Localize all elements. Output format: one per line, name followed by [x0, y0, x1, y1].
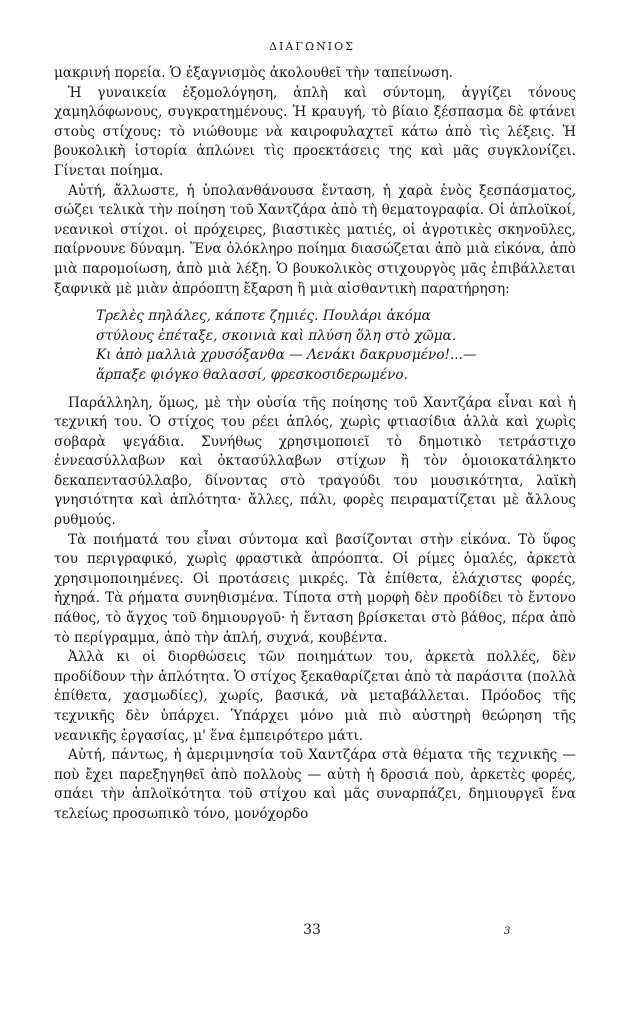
paragraph: Αὐτή, πάντως, ἡ ἀμεριμνησία τοῦ Χαντζάρα στὰ θέματα τῆς τεχνικῆς — ποὺ ἔχει παρεξηγηθεῖ ἀπὸ πολλοὺς — αὐτὴ ἡ δροσιά ποὺ, ἀρκετὲς φορές, σπάει τὴν ἁπλοϊκότητα τοῦ στίχου καὶ μᾶς συναρπάζει, δημιουργεῖ ἕνα τελείως προσωπικὸ τόνο, μονόχορδο: [54, 747, 576, 822]
poem-line: ἅρπαξε φιόγκο θαλασσί, φρεσκοσιδερωμένο.: [96, 366, 408, 383]
paragraph: Τὰ ποιήματά του εἶναι σύντομα καὶ βασίζονται στὴν εἰκόνα. Τὸ ὕφος του περιγραφικό, χωρὶς φραστικὰ ἀπρόοπτα. Οἱ ρίμες ὁμαλές, ἀρκετὰ χρησιμοποιημένες. Οἱ προτάσεις μικρές. Τὰ ἐπίθετα, ἐλάχιστες φορές, ἠχηρά. Τὰ ρήματα συνηθισμένα. Τίποτα στὴ μορφὴ δὲν προδίδει τὸ ἔντονο πάθος, τὸ ἄγχος τοῦ δημιουργοῦ· ἡ ἔνταση βρίσκεται στὸ βάθος, πέρα ἀπὸ τὸ περίγραμμα, ἀπὸ τὴν ἁπλή, συχνά, κουβέντα.: [54, 531, 576, 646]
paragraph-continuation: μακρινή πορεία. Ὁ ἐξαγνισμὸς ἀκολουθεῖ τὴν ταπείνωση.: [54, 65, 453, 81]
poem-line: Τρελὲς πηλάλες, κάποτε ζημιές. Πουλάρι ἀκόμα: [96, 308, 431, 325]
running-title: ΔΙΑΓΩΝΙΟΣ: [269, 40, 355, 53]
poem-quote: [96, 307, 576, 385]
paragraph: Παράλληλη, ὅμως, μὲ τὴν οὐσία τῆς ποίησης τοῦ Χαντζάρα εἶναι καὶ ἡ τεχνική του. Ὁ στίχος του ρέει ἁπλός, χωρὶς φτιασίδια ἀλλὰ καὶ χωρὶς σοβαρὰ ψεγάδια. Συνήθως χρησιμοποιεῖ τὸ δημοτικὸ τετράστιχο ἐννεασύλλαβων καὶ ὀκτασύλλαβων στίχων ἢ τὸν ὁμοιοκατάληκτο δεκαπεντασύλλαβο, δίνοντας στὸ τραγούδι του μουσικότητα, λαϊκὴ γνησιότητα καὶ ἁπλότητα· ἄλλες, πάλι, φορὲς πειραματίζεται μὲ ἄλλους ρυθμούς.: [54, 394, 576, 529]
poem-line: στύλους ἐπέταξε, σκοινιὰ καὶ πλύση ὅλη στὸ χῶμα.: [96, 327, 457, 344]
paragraph: Ἡ γυναικεία ἐξομολόγηση, ἁπλὴ καὶ σύντομη, ἀγγίζει τόνους χαμηλόφωνους, συγκρατημένους. Ἡ κραυγή, τὸ βίαιο ξέσπασμα δὲ φτάνει στοὺς στίχους: τὸ νιώθουμε νὰ καιροφυλαχτεῖ κάτω ἀπὸ τὶς λέξεις. Ἡ βουκολικὴ ἱστορία ἁπλώνει τὶς προεκτάσεις της καὶ μᾶς συγκλονίζει. Γίνεται ποίημα.: [54, 84, 576, 179]
page-number: 33: [303, 922, 321, 938]
main-text: [54, 64, 576, 825]
paragraph: Ἀλλὰ κι οἱ διορθώσεις τῶν ποιημάτων του, ἀρκετὰ πολλές, δὲν προδίδουν τὴν ἁπλότητα. Ὁ στίχος ξεκαθαρίζεται ἀπὸ τὰ παράσιτα (πολλὰ ἐπίθετα, χασμωδίες), χωρίς, βασικά, νὰ μεταβάλλεται. Πρόοδος τῆς τεχνικῆς δὲν ὑπάρχει. Ὑπάρχει μόνο μιὰ πιὸ αὐστηρὴ θεώρηση τῆς νεανικῆς ἐργασίας, μ' ἕνα ἐμπειρότερο μάτι.: [54, 649, 576, 744]
signature-mark: 3: [504, 926, 511, 937]
paragraph: Αὐτή, ἄλλωστε, ἡ ὑπολανθάνουσα ἔνταση, ἡ χαρὰ ἑνὸς ξεσπάσματος, σώζει τελικὰ τὴν ποίηση τοῦ Χαντζάρα ἀπὸ τὴ θεματογραφία. Οἱ ἁπλοϊκοί, νεανικοὶ στίχοι. οἱ πρόχειρες, βιαστικὲς ματιές, οἱ ἀγροτικὲς σκηνοῦλες, παίρνουνε δύναμη. Ἕνα ὁλόκληρο ποίημα διασώζεται ἀπὸ μιὰ εἰκόνα, ἀπὸ μιὰ παρομοίωση, ἀπὸ μιὰ λέξη. Ὁ βουκολικὸς στιχουργὸς μᾶς ἐπιβάλλεται ξαφνικὰ μὲ μιὰν ἀπρόοπτη ἔξαρση ἢ μιὰ αἰσθαντικὴ παρατήρηση:: [54, 182, 576, 297]
poem-line: Κι ἀπὸ μαλλιὰ χρυσόξανθα — Λενάκι δακρυσμένο!...—: [96, 347, 477, 364]
